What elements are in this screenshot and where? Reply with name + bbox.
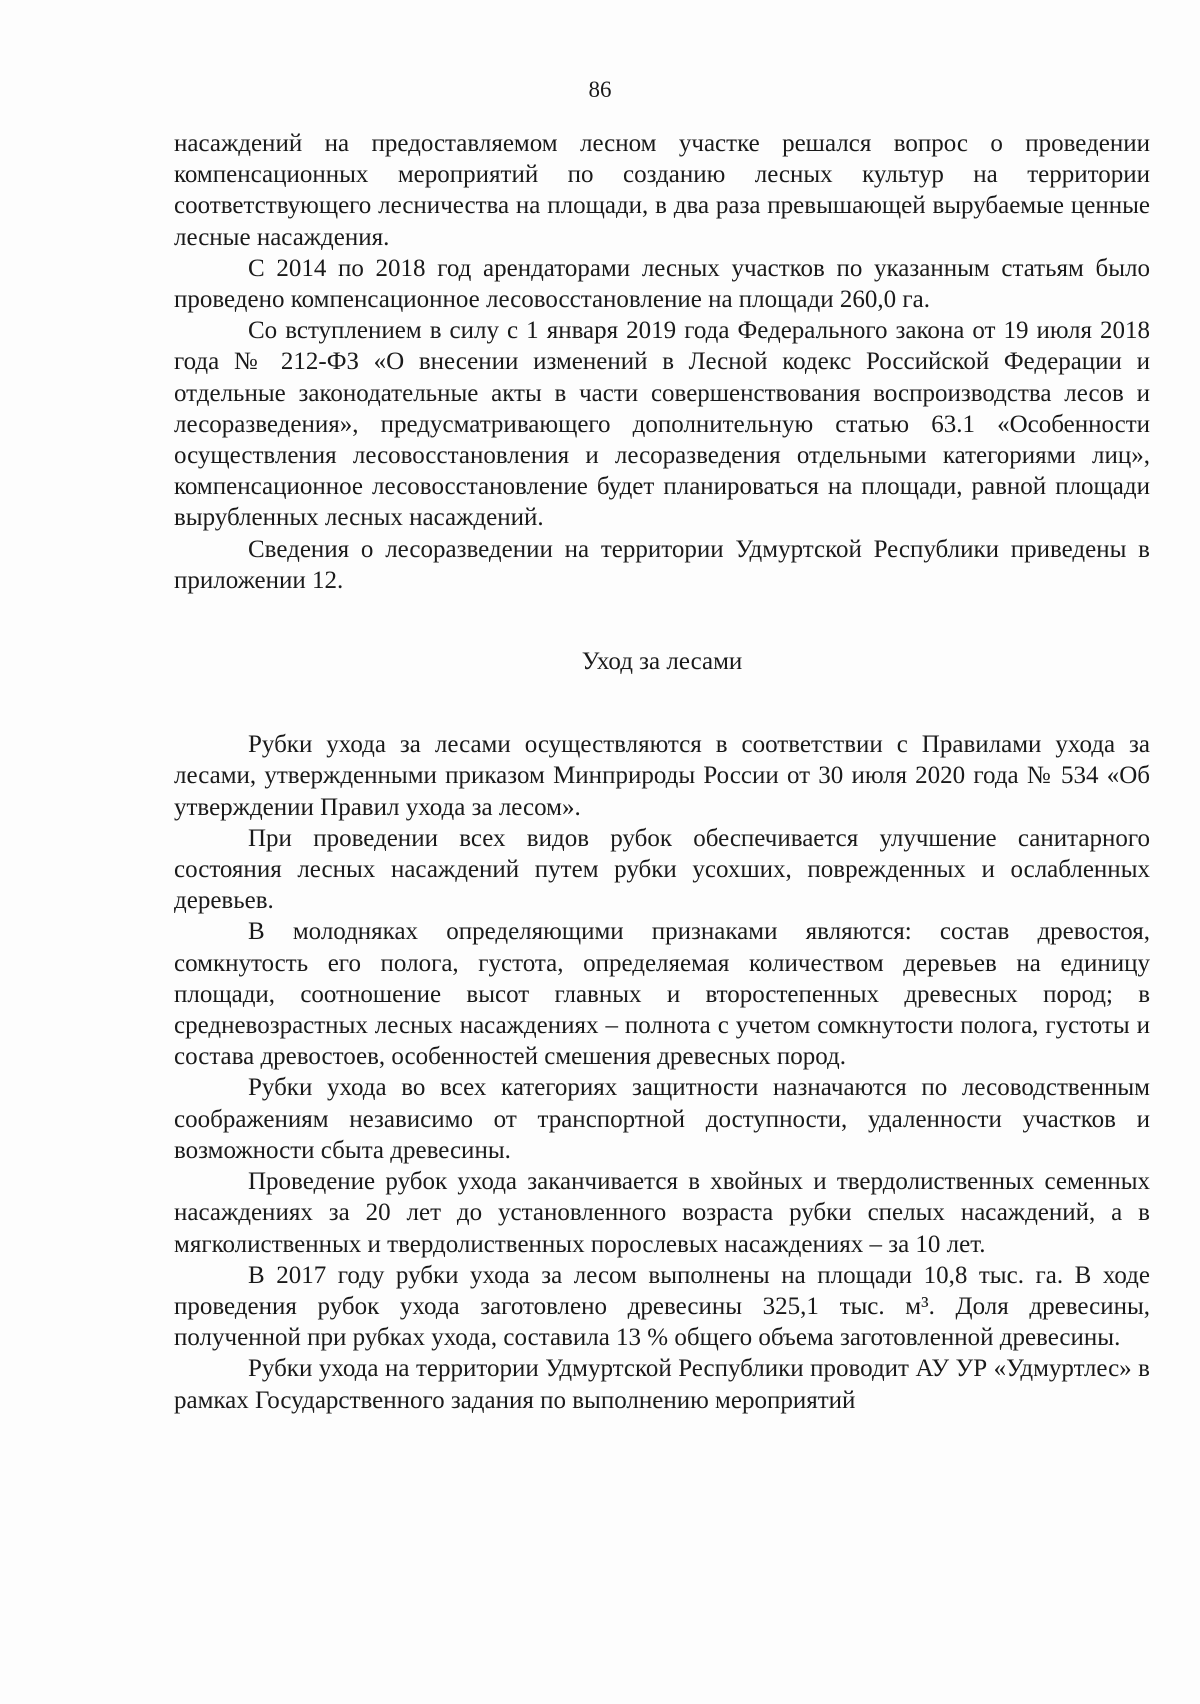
section-heading: Уход за лесами: [581, 648, 743, 676]
paragraph-protection-categories: Рубки ухода во всех категориях защитности назначаются по лесоводственным соображениям независимо от транспортной доступности, удаленности участков и возможности сбыта древесины.: [174, 1074, 1150, 1164]
paragraph-afforestation-appendix: Сведения о лесоразведении на территории Удмуртской Республики приведены в приложении 12.: [174, 535, 1150, 594]
paragraph-sanitary-improvement: При проведении всех видов рубок обеспечивается улучшение санитарного состояния лесных насаждений путем рубки усохших, поврежденных и ослабленных деревьев.: [174, 824, 1150, 915]
paragraph-continuation: насаждений на предоставляемом лесном участке решался вопрос о проведении компенсационных мероприятий по созданию лесных культур на территории соответствующего лесничества на площади, в два раза превышающей вырубаемые ценные лесные насаждения.: [174, 130, 1150, 251]
document-body: [174, 128, 1150, 1416]
paragraph-2017-statistics: В 2017 году рубки ухода за лесом выполнены на площади 10,8 тыс. га. В ходе проведения рубок ухода заготовлено древесины 325,1 тыс. м³. Доля древесины, полученной при рубках ухода, составила 13 % общего объема заготовленной древесины.: [174, 1261, 1150, 1352]
paragraph-young-stands-criteria: В молодняках определяющими признаками являются: состав древостоя, сомкнутость его полога, густота, определяемая количеством деревьев на единицу площади, соотношение высот главных и второстепенных древесных пород; в средневозрастных лесных насаждениях – полнота с учетом сомкнутости полога, густоты и состава древостоев, особенностей смешения древесных пород.: [174, 918, 1150, 1071]
page-number: 86: [588, 77, 612, 102]
paragraph-udmurtles: Рубки ухода на территории Удмуртской Республики проводит АУ УР «Удмуртлес» в рамках Государственного задания по выполнению мероприятий: [174, 1355, 1150, 1414]
paragraph-care-rules: Рубки ухода за лесами осуществляются в соответствии с Правилами ухода за лесами, утвержденными приказом Минприроды России от 30 июля 2020 года № 534 «Об утверждении Правил ухода за лесом».: [174, 731, 1150, 821]
paragraph-care-completion: Проведение рубок ухода заканчивается в хвойных и твердолиственных семенных насаждениях за 20 лет до установленного возраста рубки спелых насаждений, а в мягколиственных и твердолиственных порослевых насаждениях – за 10 лет.: [174, 1168, 1150, 1258]
paragraph-compensation-area: С 2014 по 2018 год арендаторами лесных участков по указанным статьям было проведено компенсационное лесовосстановление на площади 260,0 га.: [174, 254, 1150, 314]
paragraph-federal-law: Со вступлением в силу с 1 января 2019 года Федерального закона от 19 июля 2018 года № 212-ФЗ «О внесении изменений в Лесной кодекс Российской Федерации и отдельные законодательные акты в части совершенствования воспроизводства лесов и лесоразведения», предусматривающего дополнительную статью 63.1 «Особенности осуществления лесовосстановления и лесоразведения отдельными категориями лиц», компенсационное лесовосстановление будет планироваться на площади, равной площади вырубленных лесных насаждений.: [174, 317, 1150, 532]
